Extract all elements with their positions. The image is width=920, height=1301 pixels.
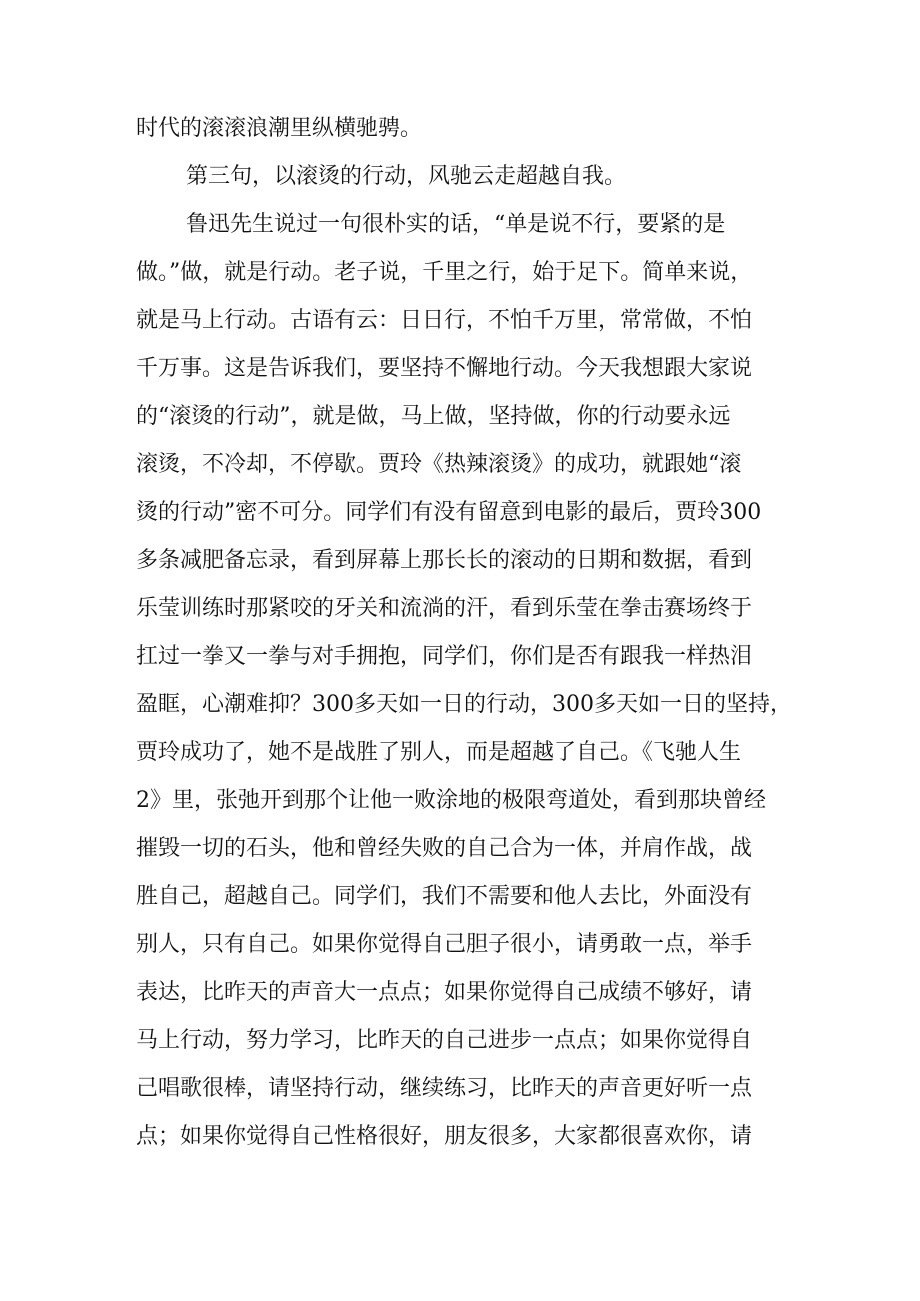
text-line: 扛过一拳又一拳与对手拥抱，同学们，你们是否有跟我一样热泪 <box>136 644 753 669</box>
text-line: 表达，比昨天的声音大一点点；如果你觉得自己成绩不够好，请 <box>136 980 753 1005</box>
text-line: 就是马上行动。古语有云：日日行，不怕千万里，常常做，不怕 <box>136 308 753 333</box>
text-line: 滚烫，不冷却，不停歇。贾玲《热辣滚烫》的成功，就跟她“滚 <box>136 452 742 477</box>
section-heading: 第三句，以滚烫的行动，风驰云走超越自我。 <box>186 164 627 189</box>
text-line: 的“滚烫的行动”，就是做，马上做，坚持做，你的行动要永远 <box>136 404 731 429</box>
text-line: 2》里，张弛开到那个让他一败涂地的极限弯道处，看到那块曾经 <box>136 788 766 813</box>
text-line: 马上行动，努力学习，比昨天的自己进步一点点；如果你觉得自 <box>136 1028 753 1053</box>
text-line: 别人，只有自己。如果你觉得自己胆子很小，请勇敢一点，举手 <box>136 932 753 957</box>
text-line: 胜自己，超越自己。同学们，我们不需要和他人去比，外面没有 <box>136 884 753 909</box>
text-line: 己唱歌很棒，请坚持行动，继续练习，比昨天的声音更好听一点 <box>136 1076 753 1101</box>
text-line: 烫的行动”密不可分。同学们有没有留意到电影的最后，贾玲300 <box>136 500 762 525</box>
paragraph-first-line: 鲁迅先生说过一句很朴实的话，“单是说不行，要紧的是 <box>186 212 726 237</box>
text-line: 贾玲成功了，她不是战胜了别人，而是超越了自己。《飞驰人生 <box>136 740 742 765</box>
text-line: 点；如果你觉得自己性格很好，朋友很多，大家都很喜欢你，请 <box>136 1124 753 1149</box>
text-line: 乐莹训练时那紧咬的牙关和流淌的汗，看到乐莹在拳击赛场终于 <box>136 596 753 621</box>
text-line: 时代的滚滚浪潮里纵横驰骋。 <box>136 116 423 141</box>
text-line: 千万事。这是告诉我们，要坚持不懈地行动。今天我想跟大家说 <box>136 356 753 381</box>
text-line: 摧毁一切的石头，他和曾经失败的自己合为一体，并肩作战，战 <box>136 836 753 861</box>
text-line: 做。”做，就是行动。老子说，千里之行，始于足下。简单来说， <box>136 260 753 285</box>
text-line: 盈眶，心潮难抑？300多天如一日的行动，300多天如一日的坚持， <box>136 692 792 717</box>
text-line: 多条减肥备忘录，看到屏幕上那长长的滚动的日期和数据，看到 <box>136 548 753 573</box>
